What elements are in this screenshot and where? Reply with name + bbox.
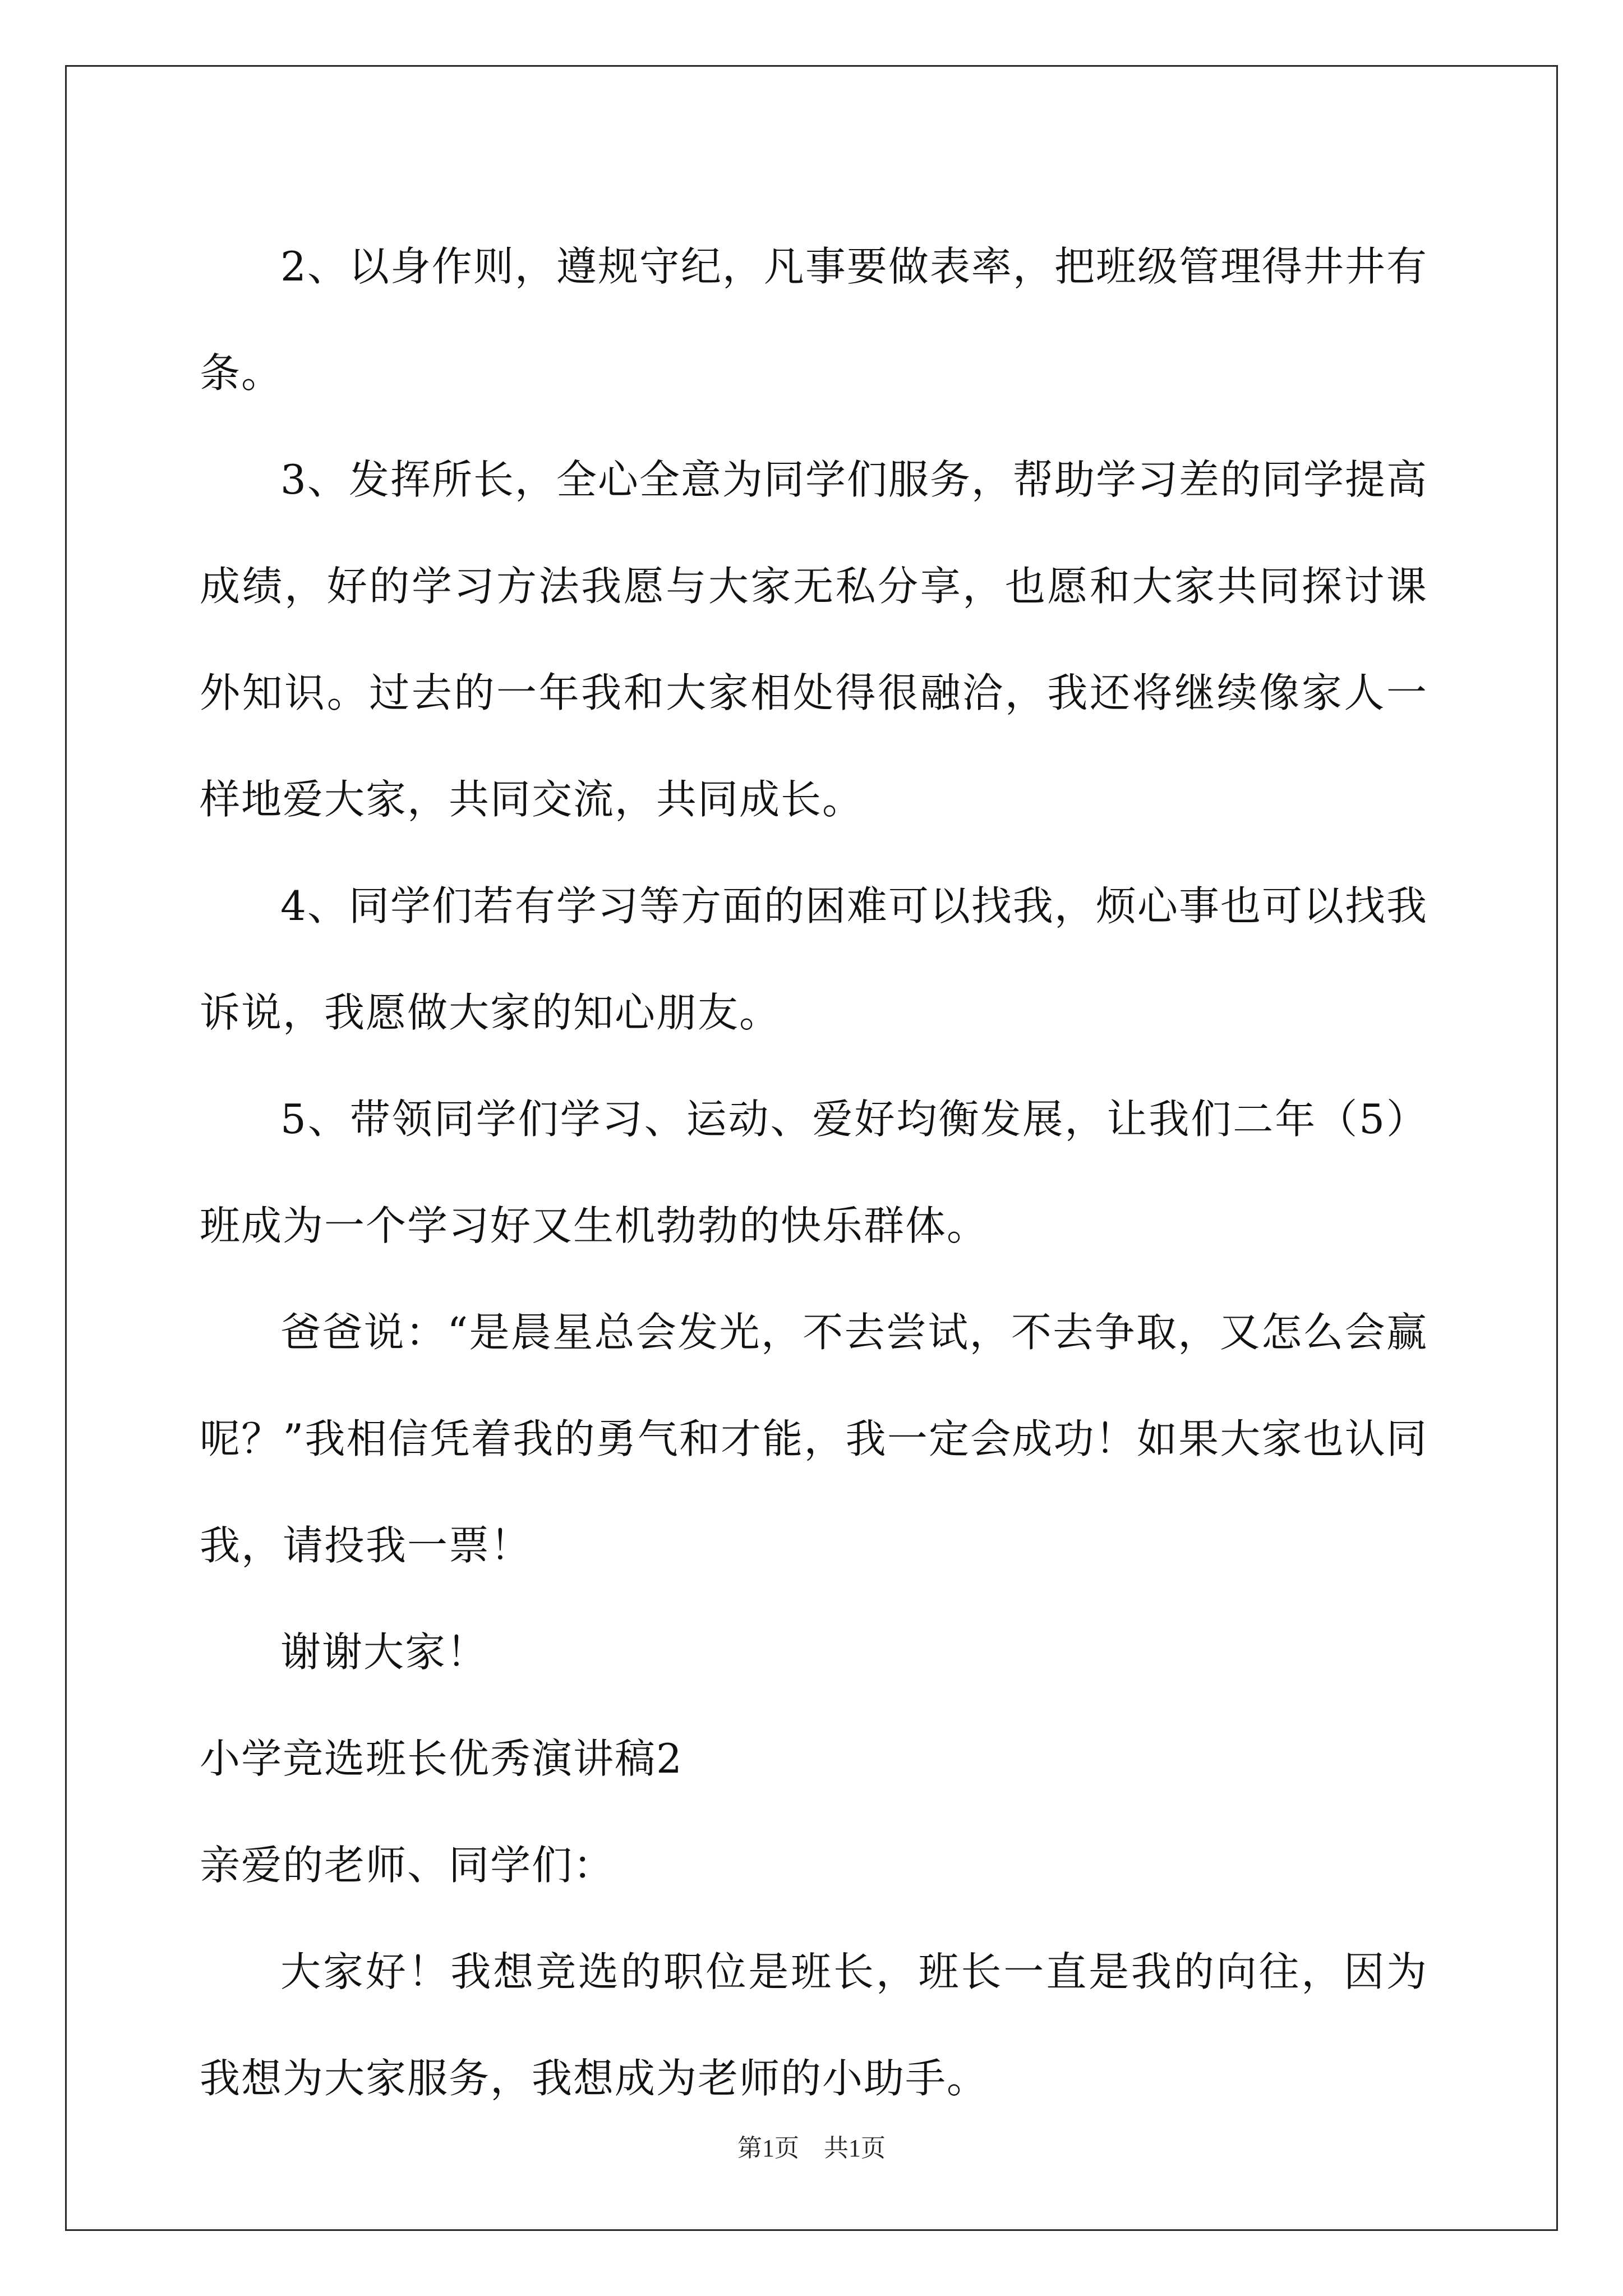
page-total: 共1页 <box>824 2134 886 2162</box>
paragraph-2: 3、发挥所长，全心全意为同学们服务，帮助学习差的同学提高成绩，好的学习方法我愿与大家无私分享，也愿和大家共同探讨课外知识。过去的一年我和大家相处得很融洽，我还将继续像家人一样地爱大家，共同交流，共同成长。 <box>200 456 1428 823</box>
page-number: 第1页 <box>737 2134 799 2162</box>
page-footer <box>0 2132 1623 2165</box>
paragraph-3: 4、同学们若有学习等方面的困难可以找我，烦心事也可以找我诉说，我愿做大家的知心朋友。 <box>200 882 1428 1036</box>
salutation: 亲爱的老师、同学们： <box>200 1842 615 1889</box>
section-heading: 小学竞选班长优秀演讲稿2 <box>200 1735 683 1782</box>
paragraph-6: 谢谢大家！ <box>280 1628 488 1676</box>
paragraph-7: 大家好！我想竞选的职位是班长，班长一直是我的向往，因为我想为大家服务，我想成为老师的小助手。 <box>200 1948 1428 2102</box>
paragraph-4: 5、带领同学们学习、运动、爱好均衡发展，让我们二年（5）班成为一个学习好又生机勃勃的快乐群体。 <box>200 1096 1428 1249</box>
document-body <box>200 213 1428 2132</box>
paragraph-5: 爸爸说：“是晨星总会发光，不去尝试，不去争取，又怎么会赢呢？”我相信凭着我的勇气和才能，我一定会成功！如果大家也认同我，请投我一票！ <box>200 1309 1428 1569</box>
paragraph-1: 2、以身作则，遵规守纪，凡事要做表率，把班级管理得井井有条。 <box>200 243 1428 397</box>
